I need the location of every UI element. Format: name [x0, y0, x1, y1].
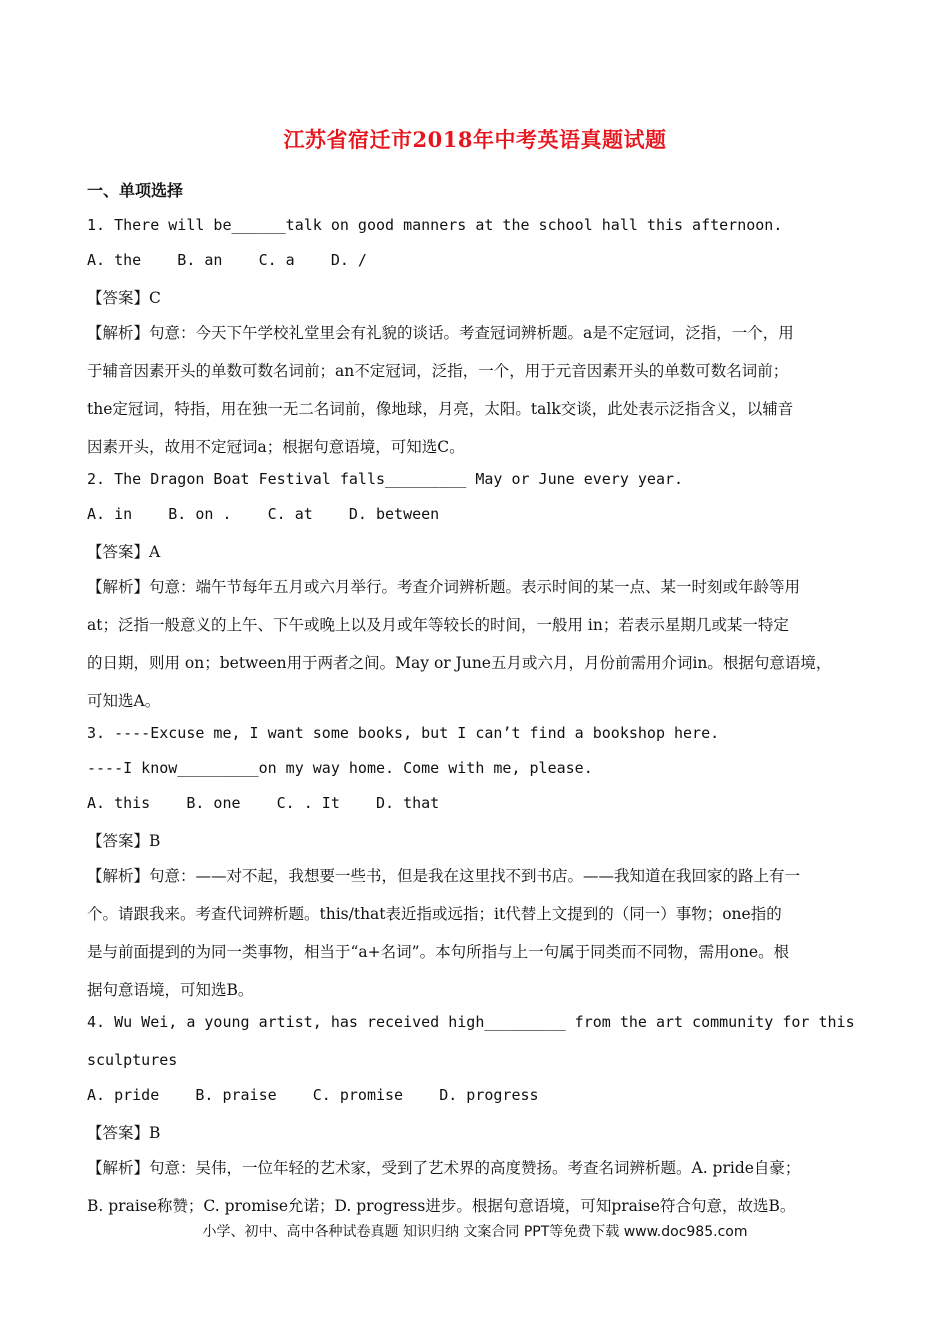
question-2-analysis-line: 可知选A。 — [87, 692, 161, 710]
question-1-analysis-line: 因素开头，故用不定冠词a；根据句意语境，可知选C。 — [87, 438, 465, 456]
question-3-analysis-line: 据句意语境，可知选B。 — [87, 981, 254, 999]
question-2-answer: 【答案】A — [87, 543, 161, 561]
question-3-analysis-line: 是与前面提到的为同一类事物，相当于“a+名词”。本句所指与上一句属于同类而不同物，需用one。根 — [87, 943, 790, 961]
question-2-analysis-line: at；泛指一般意义的上午、下午或晚上以及月或年等较长的时间，一般用 in；若表示星期几或某一特定 — [87, 616, 789, 634]
question-3-options: A. this B. one C. . It D. that — [87, 794, 440, 812]
question-2-options: A. in B. on . C. at D. between — [87, 505, 440, 523]
question-1-analysis-line: the定冠词，特指，用在独一无二名词前，像地球，月亮，太阳。talk交谈，此处表示泛指含义，以辅音 — [87, 400, 794, 418]
question-1-stem: 1. There will be______talk on good manners at the school hall this afternoon. — [87, 216, 783, 234]
question-3-stem: ----I know_________on my way home. Come with me, please. — [87, 759, 593, 777]
question-3-stem: 3. ----Excuse me, I want some books, but I can’t find a bookshop here. — [87, 724, 720, 742]
question-3-answer: 【答案】B — [87, 832, 161, 850]
question-4-analysis-line: 【解析】句意：吴伟，一位年轻的艺术家，受到了艺术界的高度赞扬。考查名词辨析题。A. pride自豪； — [87, 1159, 801, 1177]
question-1-analysis-line: 【解析】句意：今天下午学校礼堂里会有礼貌的谈话。考查冠词辨析题。a是不定冠词，泛指，一个，用 — [87, 324, 794, 342]
question-2-analysis-line: 的日期，则用 on；between用于两者之间。May or June五月或六月，月份前需用介词in。根据句意语境， — [87, 654, 832, 672]
question-3-analysis-line: 个。请跟我来。考查代词辨析题。this/that表近指或远指；it代替上文提到的（同一）事物；one指的 — [87, 905, 782, 923]
question-4-stem: 4. Wu Wei, a young artist, has received high_________ from the art community for this — [87, 1013, 855, 1031]
question-4-options: A. pride B. praise C. promise D. progress — [87, 1086, 539, 1104]
question-4-analysis-line: B. praise称赞；C. promise允诺；D. progress进步。根据句意语境，可知praise符合句意，故选B。 — [87, 1197, 796, 1215]
question-4-stem: sculptures — [87, 1051, 178, 1069]
question-1-analysis-line: 于辅音因素开头的单数可数名词前；an不定冠词，泛指，一个，用于元音因素开头的单数可数名词前； — [87, 362, 789, 380]
question-1-options: A. the B. an C. a D. / — [87, 251, 367, 269]
document-title: 江苏省宿迁市2018年中考英语真题试题 — [283, 127, 667, 152]
question-2-analysis-line: 【解析】句意：端午节每年五月或六月举行。考查介词辨析题。表示时间的某一点、某一时刻或年龄等用 — [87, 578, 801, 596]
footer-text: 小学、初中、高中各种试卷真题 知识归纳 文案合同 PPT等免费下载 www.doc985.com — [202, 1224, 748, 1240]
question-4-answer: 【答案】B — [87, 1124, 161, 1142]
question-3-analysis-line: 【解析】句意：——对不起，我想要一些书，但是我在这里找不到书店。——我知道在我回家的路上有一 — [87, 867, 801, 885]
question-1-answer: 【答案】C — [87, 289, 161, 307]
question-2-stem: 2. The Dragon Boat Festival falls_________ May or June every year. — [87, 470, 684, 488]
section-heading: 一、单项选择 — [87, 181, 184, 200]
